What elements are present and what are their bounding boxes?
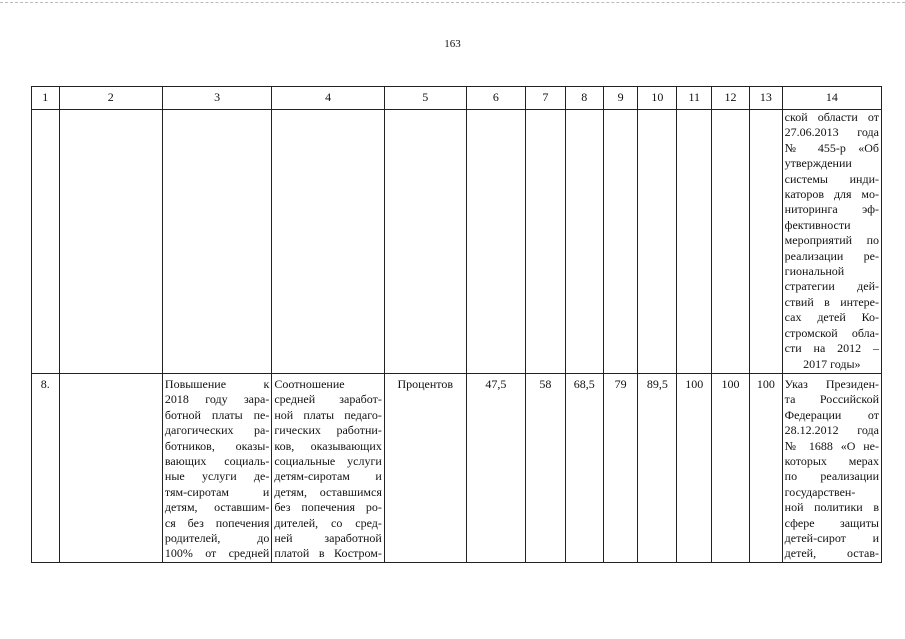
text-line: социальные услуги: [274, 454, 382, 469]
text-line: ботников, оказы-: [164, 438, 270, 453]
text-line: стратегии дей-: [784, 279, 879, 294]
header-cell: 11: [677, 87, 712, 110]
table-row-8: [32, 374, 882, 563]
table-cell: [384, 110, 466, 374]
value-cell: 58: [525, 374, 565, 563]
table-cell: [272, 110, 385, 374]
text-line: та Российской: [784, 392, 879, 407]
text-line: ской области от: [784, 110, 879, 124]
table-cell: [749, 110, 782, 374]
text-line: ной политики в: [784, 500, 879, 515]
page-number: 163: [444, 38, 461, 50]
text-line: детям, оставшимся: [274, 484, 382, 499]
text-line: Указ Президен-: [784, 377, 879, 391]
text-line: 28.12.2012 года: [784, 423, 879, 438]
text-line: гических работни-: [274, 423, 382, 438]
text-line: утверждении: [784, 156, 852, 171]
text-line: платой в Костром-: [274, 546, 382, 561]
header-cell: 13: [749, 87, 782, 110]
text-line: детям, оставшим-: [164, 500, 270, 515]
text-line: ниторинга эф-: [784, 202, 879, 217]
text-line: 2018 году зара-: [164, 392, 270, 407]
text-line: 100% от средней: [164, 546, 270, 561]
unit-cell: Процентов: [384, 374, 466, 563]
text-line: без попечения ро-: [274, 500, 382, 515]
legal-basis-cell: [782, 110, 881, 374]
text-line: мероприятий по: [784, 233, 879, 248]
text-line: Федерации от: [784, 407, 879, 422]
text-line: детей, остав-: [784, 546, 879, 561]
header-cell: 2: [59, 87, 162, 110]
table-cell: [466, 110, 525, 374]
text-line: государствен-: [784, 484, 856, 499]
text-line: Соотношение: [274, 377, 345, 391]
text-line: Повышение к: [164, 377, 270, 391]
table-cell: [565, 110, 603, 374]
header-row: [32, 87, 882, 110]
value-cell: 100: [712, 374, 750, 563]
table-cell: [525, 110, 565, 374]
text-line: гиональной: [784, 264, 845, 279]
value-cell: 68,5: [565, 374, 603, 563]
text-line: ней заработной: [274, 531, 382, 546]
text-line: ся без попечения: [164, 515, 270, 530]
header-cell: 1: [32, 87, 60, 110]
value-cell: 100: [749, 374, 782, 563]
indicator-cell: [272, 374, 385, 563]
header-cell: 9: [603, 87, 638, 110]
table-cell: [712, 110, 750, 374]
value-cell: 47,5: [466, 374, 525, 563]
goal-cell: [162, 374, 271, 563]
scan-top-edge: [0, 2, 905, 3]
text-line: вающих социаль-: [164, 454, 270, 469]
header-cell: 6: [466, 87, 525, 110]
text-line: по реализации: [784, 469, 879, 484]
table-row-continuation: [32, 110, 882, 374]
value-cell: 89,5: [638, 374, 677, 563]
text-line: каторов для мо-: [784, 187, 879, 202]
header-cell: 8: [565, 87, 603, 110]
indicators-table: [31, 86, 882, 563]
text-line: сфере защиты: [784, 515, 879, 530]
table-cell: [32, 110, 60, 374]
text-line: сах детей Ко-: [784, 310, 879, 325]
table-cell: [638, 110, 677, 374]
text-line: дителей, со сред-: [274, 515, 382, 530]
text-line: № 455-р «Об: [784, 140, 879, 155]
table-cell: [59, 374, 162, 563]
text-line: средней заработ-: [274, 392, 382, 407]
text-line: фективности: [784, 217, 851, 232]
row-number: 8.: [32, 374, 60, 563]
text-line: реализации ре-: [784, 248, 879, 263]
value-cell: 79: [603, 374, 638, 563]
text-line: родителей, до: [164, 531, 270, 546]
text-line: 27.06.2013 года: [784, 125, 879, 140]
text-line: дагогических ра-: [164, 423, 270, 438]
header-cell: 7: [525, 87, 565, 110]
text-line: детей-сирот и: [784, 531, 879, 546]
table-cell: [677, 110, 712, 374]
text-line: ные услуги де-: [164, 469, 270, 484]
header-cell: 12: [712, 87, 750, 110]
header-cell: 4: [272, 87, 385, 110]
text-line: сти на 2012 –: [784, 341, 879, 356]
text-line: ной платы педаго-: [274, 407, 382, 422]
header-cell: 5: [384, 87, 466, 110]
text-line: 2017 годы»: [803, 356, 861, 371]
legal-basis-cell: [782, 374, 881, 563]
table-cell: [162, 110, 271, 374]
header-cell: 10: [638, 87, 677, 110]
table-cell: [59, 110, 162, 374]
text-line: детям-сиротам и: [274, 469, 382, 484]
value-cell: 100: [677, 374, 712, 563]
text-line: ствий в интере-: [784, 294, 879, 309]
text-line: ботной платы пе-: [164, 407, 270, 422]
header-cell: 3: [162, 87, 271, 110]
text-line: которых мерах: [784, 454, 879, 469]
header-cell: 14: [782, 87, 881, 110]
text-line: тям-сиротам и: [164, 484, 270, 499]
text-line: ков, оказывающих: [274, 438, 382, 453]
table-cell: [603, 110, 638, 374]
text-line: системы инди-: [784, 171, 879, 186]
text-line: стромской обла-: [784, 325, 879, 340]
text-line: № 1688 «О не-: [784, 438, 879, 453]
